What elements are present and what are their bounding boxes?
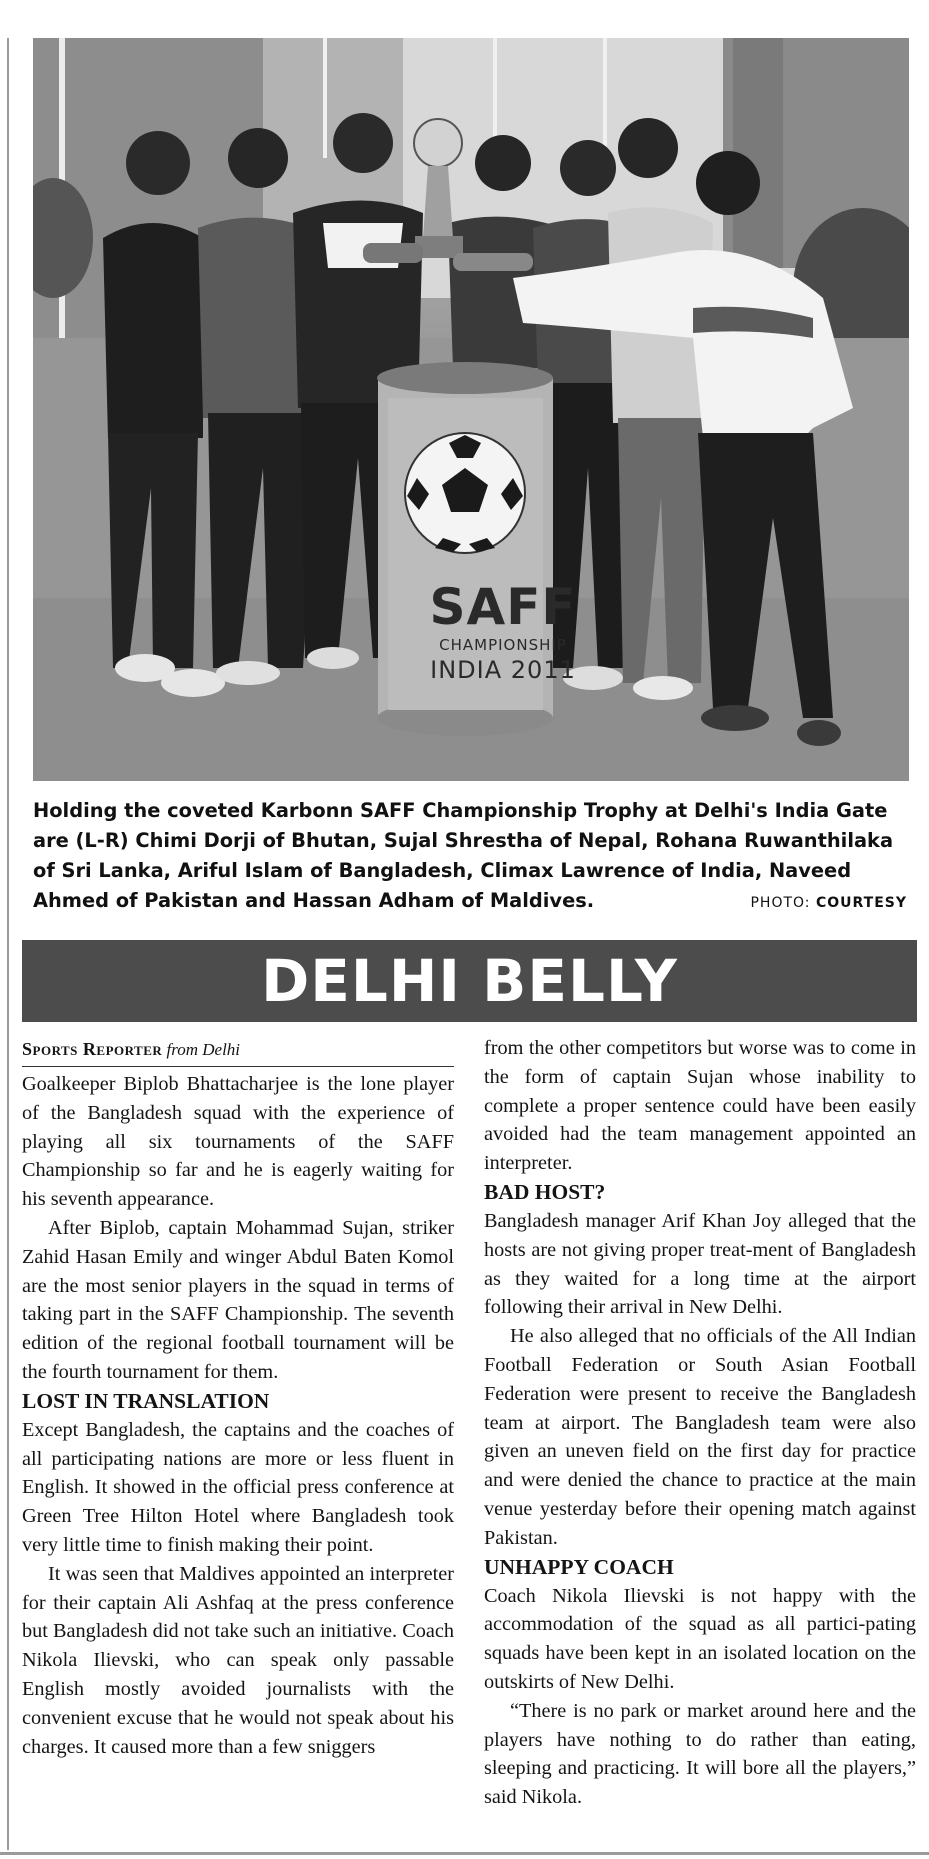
news-photo	[33, 38, 909, 781]
byline-location: from Delhi	[166, 1040, 241, 1059]
trophy-brand: SAFF	[429, 578, 577, 636]
subheading-bad-host: BAD HOST?	[484, 1179, 606, 1204]
paragraph: It was seen that Maldives appointed an interpreter for their captain Ali Ashfaq at the press conference but Bangladesh did not take such an initiative. Coach Nikola Ilievski, who can speak only passable English mostly avoided journalists with the convenient excuse that he would not speak about his charges. It caused more than a few sniggers	[22, 1562, 455, 1758]
byline	[22, 1034, 454, 1064]
photo-credit-label: PHOTO:	[750, 895, 811, 911]
photo-caption: Holding the coveted Karbonn SAFF Championship Trophy at Delhi's India Gate are (L-R) Chimi Dorji of Bhutan, Sujal Shrestha of Nepal, Rohana Ruwanthilaka of Sri Lanka, Ariful Islam of Bangladesh, Climax Lawrence of India, Naveed Ahmed of Pakistan and Hassan Adham of Maldives.	[33, 799, 894, 912]
photo-credit-value: COURTESY	[815, 895, 907, 911]
article-column-left	[22, 1034, 454, 1761]
paragraph: “There is no park or market around here and the players have nothing to do rather than eating, sleeping and practicing. It will bore all the players,” said Nikola.	[484, 1699, 916, 1809]
trophy-subtitle: CHAMPIONSHIP	[439, 636, 567, 654]
page-bottom-rule	[0, 1852, 929, 1855]
article-column-right	[484, 1034, 916, 1812]
paragraph: Except Bangladesh, the captains and the coaches of all participating nations are more or less fluent in English. It showed in the official press conference at Green Tree Hilton Hotel where Bangladesh took very little time to finish making their point.	[22, 1418, 454, 1556]
byline-reporter: Sports Reporter	[22, 1039, 163, 1059]
byline-divider	[22, 1066, 454, 1067]
column-rule	[7, 38, 9, 1850]
paragraph: Goalkeeper Biplob Bhattacharjee is the lone player of the Bangladesh squad with the experience of playing all six tournaments of the SAFF Championship so far and he is eagerly waiting for his seventh appearance.	[22, 1073, 454, 1211]
paragraph: Bangladesh manager Arif Khan Joy alleged that the hosts are not giving proper treat-ment of Bangladesh as they waited for a long time at the airport following their arrival in New Delhi.	[484, 1209, 916, 1319]
trophy-edition: INDIA 2011	[430, 656, 576, 684]
subheading-unhappy-coach: UNHAPPY COACH	[484, 1554, 674, 1579]
subheading-lost-in-translation: LOST IN TRANSLATION	[22, 1388, 270, 1413]
photo-credit	[750, 895, 907, 911]
paragraph: from the other competitors but worse was to come in the form of captain Sujan whose inability to complete a proper sentence could have been easily avoided had the team management appointed an interpreter.	[484, 1037, 916, 1175]
headline: DELHI BELLY	[22, 940, 917, 1022]
paragraph: Coach Nikola Ilievski is not happy with the accommodation of the squad as all partici-pating squads have been kept in an isolated location on the outskirts of New Delhi.	[484, 1584, 916, 1693]
paragraph: He also alleged that no officials of the All Indian Football Federation or South Asian Football Federation were present to receive the Bangladesh team at airport. The Bangladesh team were also given an uneven field on the first day for practice and were denied the chance to practice at the main venue yesterday before their opening match against Pakistan.	[484, 1325, 916, 1549]
paragraph: After Biplob, captain Mohammad Sujan, striker Zahid Hasan Emily and winger Abdul Baten Komol are the most senior players in the squad in terms of taking part in the SAFF Championship. The seventh edition of the regional football tournament will be the fourth tournament for them.	[22, 1216, 454, 1383]
